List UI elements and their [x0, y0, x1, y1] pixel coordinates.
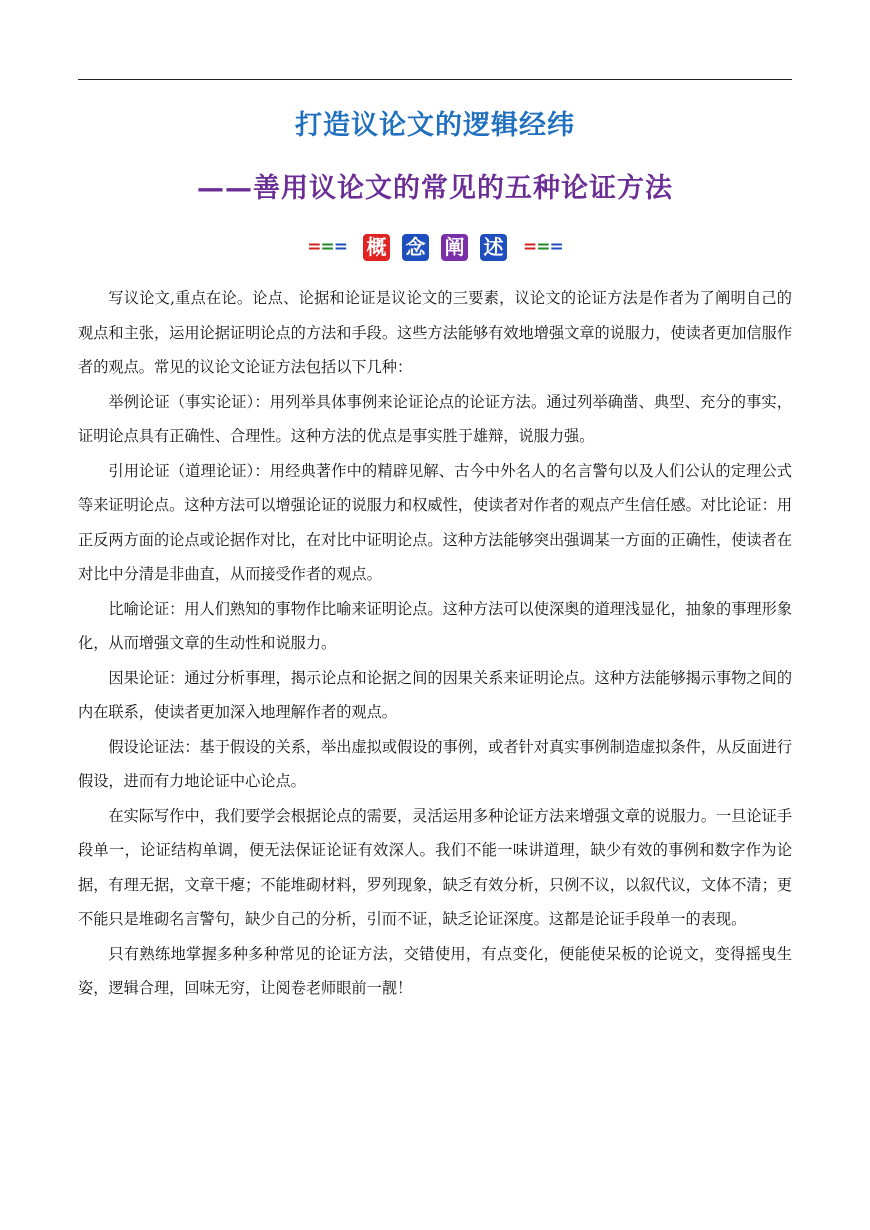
- paragraph-intro: 写议论文,重点在论。论点、论据和论证是议论文的三要素，议论文的论证方法是作者为了阐明自己的观点和主张，运用论据证明论点的方法和手段。这些方法能够有效地增强文章的说服力，使读者更加信服作者的观点。常见的议论文论证方法包括以下几种：: [78, 289, 792, 376]
- paragraph-quotation-argument: 引用论证（道理论证）：用经典著作中的精辟见解、古今中外名人的名言警句以及人们公认的定理公式等来证明论点。这种方法可以增强论证的说服力和权威性，使读者对作者的观点产生信任感。对比论证：用正反两方面的论点或论据作对比，在对比中证明论点。这种方法能够突出强调某一方面的正确性，使读者在对比中分清是非曲直，从而接受作者的观点。: [78, 461, 792, 583]
- paragraph-metaphor-argument: 比喻论证：用人们熟知的事物作比喻来证明论点。这种方法可以使深奥的道理浅显化，抽象的事理形象化，从而增强文章的生动性和说服力。: [78, 599, 792, 652]
- paragraph-example-argument: 举例论证（事实论证）：用列举具体事例来论证论点的论证方法。通过列举确凿、典型、充分的事实，证明论点具有正确性、合理性。这种方法的优点是事实胜于雄辩，说服力强。: [78, 392, 792, 445]
- paragraph-practice: 在实际写作中，我们要学会根据论点的需要，灵活运用多种论证方法来增强文章的说服力。一旦论证手段单一，论证结构单调，便无法保证论证有效深人。我们不能一味讲道理，缺少有效的事例和数字作为论据，有理无据，文章干瘪；不能堆砌材料，罗列现象，缺乏有效分析，只例不议，以叙代议，文体不清；更不能只是堆砌名言警句，缺少自己的分析，引而不证，缺乏论证深度。这都是论证手段单一的表现。: [78, 806, 792, 928]
- document-page: [78, 0, 792, 1230]
- banner-char: 概: [363, 234, 390, 261]
- body-text: [78, 281, 792, 1006]
- document-title: 打造议论文的逻辑经纬: [295, 110, 575, 141]
- paragraph-causal-argument: 因果论证：通过分析事理，揭示论点和论据之间的因果关系来证明论点。这种方法能够揭示事物之间的内在联系，使读者更加深入地理解作者的观点。: [78, 668, 792, 721]
- paragraph-hypothesis-argument: 假设论证法：基于假设的关系，举出虚拟或假设的事例，或者针对真实事例制造虚拟条件，从反面进行假设，进而有力地论证中心论点。: [78, 737, 792, 790]
- document-subtitle: ——善用议论文的常见的五种论证方法: [197, 173, 673, 204]
- section-banner: [78, 230, 792, 264]
- header-rule: [78, 79, 792, 80]
- paragraph-conclusion: 只有熟练地掌握多种多种常见的论证方法，交错使用，有点变化，便能使呆板的论说文，变得摇曳生姿，逻辑合理，回味无穷，让阅卷老师眼前一靓！: [78, 944, 792, 997]
- banner-char: 述: [480, 234, 507, 261]
- banner-char: 念: [402, 234, 429, 261]
- banner-decoration-left: ===: [307, 236, 347, 257]
- banner-heading: [363, 234, 507, 261]
- banner-decoration-right: ===: [523, 236, 563, 257]
- banner-char: 阐: [441, 234, 468, 261]
